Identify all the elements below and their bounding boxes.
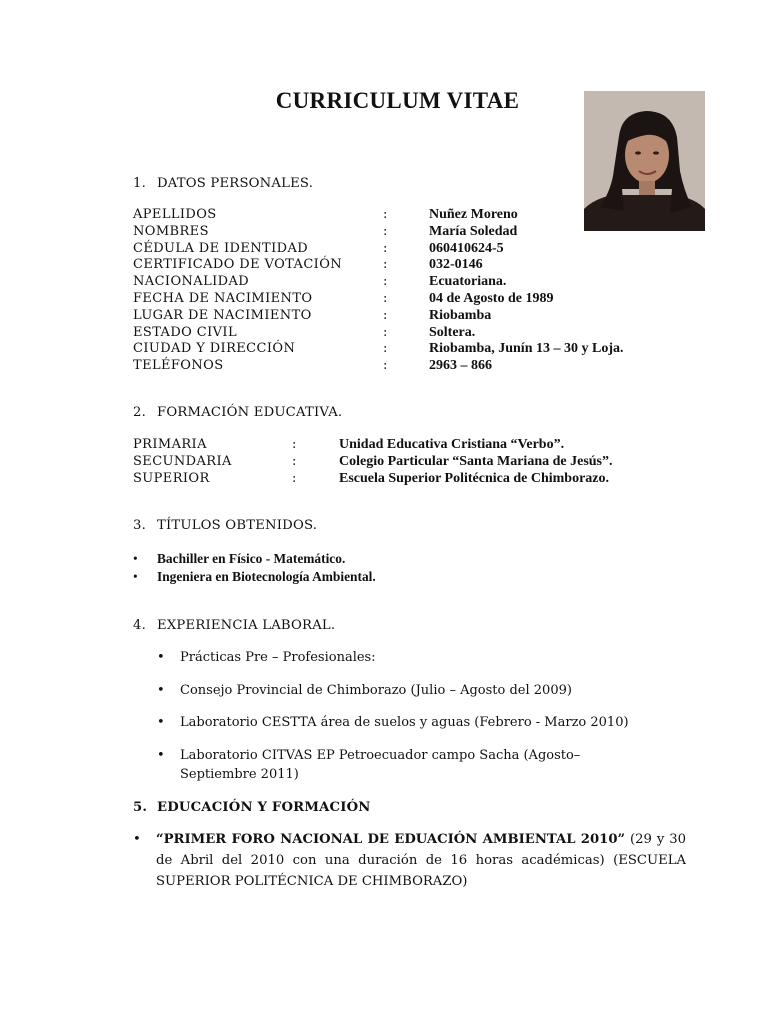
field-label: NACIONALIDAD [133,274,250,290]
field-value: 032-0146 [429,257,483,273]
section-number: 4. [133,618,146,633]
bullet-icon: • [157,715,165,730]
section-education-heading [133,405,342,420]
field-label: CÉDULA DE IDENTIDAD [133,240,309,256]
field-value: Riobamba [429,307,492,323]
section-title: FORMACIÓN EDUCATIVA. [157,405,343,420]
field-separator: : [383,290,388,306]
list-item [133,569,376,587]
bullet-icon: • [157,650,165,665]
field-value: 2963 – 866 [429,358,492,374]
field-separator: : [383,240,388,256]
personal-row-nombres [133,224,673,241]
personal-row-telefonos [133,358,673,375]
personal-row-certificado [133,257,673,274]
field-separator: : [383,223,388,239]
page-title: CURRICULUM VITAE [275,88,520,113]
field-label: TELÉFONOS [133,358,224,374]
field-value: Unidad Educativa Cristiana “Verbo”. [339,437,565,452]
section-personal-heading [133,176,313,191]
field-separator: : [383,307,388,323]
field-value: Colegio Particular “Santa Mariana de Jesús”. [339,453,613,469]
field-label: CIUDAD Y DIRECCIÓN [133,341,296,357]
list-item [157,681,677,700]
list-item [133,551,376,569]
personal-row-fecha [133,291,673,308]
training-details: (29 y 30 de Abril del 2010 con una duración de 16 horas académicas) (ESCUELA SUPERIOR POLITÉCNICA DE CHIMBORAZO) [156,832,686,889]
field-label: SUPERIOR [133,470,210,486]
list-item [157,648,677,667]
training-item [133,829,686,892]
field-label: CERTIFICADO DE VOTACIÓN [133,257,343,273]
field-separator: : [383,207,388,222]
bullet-icon: • [157,683,165,698]
field-value: Riobamba, Junín 13 – 30 y Loja. [429,341,624,357]
section-experience-heading [133,618,335,633]
title-text: Ingeniera en Biotecnología Ambiental. [157,569,376,584]
field-label: APELLIDOS [133,207,217,222]
field-label: NOMBRES [133,223,209,239]
bullet-icon: • [133,551,138,566]
experience-text: Laboratorio CESTTA área de suelos y aguas (Febrero - Marzo 2010) [180,715,629,730]
education-row-superior [133,471,673,488]
title-text: Bachiller en Físico - Matemático. [157,551,346,566]
section-number: 2. [133,405,146,420]
field-label: SECUNDARIA [133,453,232,469]
field-value: 04 de Agosto de 1989 [429,290,554,306]
titles-list [133,551,376,587]
field-separator: : [383,324,388,340]
field-value: Ecuatoriana. [429,274,507,290]
section-number: 3. [133,518,146,533]
education-row-primaria [133,437,673,454]
field-separator: : [292,437,297,452]
personal-row-nacionalidad [133,274,673,291]
field-value: Nuñez Moreno [429,207,518,222]
section-number: 1. [133,176,146,191]
list-item [157,746,635,784]
personal-row-ciudad [133,341,673,358]
training-text [156,829,686,892]
field-separator: : [383,358,388,374]
field-value: 060410624-5 [429,240,504,256]
section-title: DATOS PERSONALES. [157,176,314,191]
education-row-secundaria [133,454,673,471]
section-title: EXPERIENCIA LABORAL. [157,618,336,633]
personal-row-lugar [133,308,673,325]
experience-text: Prácticas Pre – Profesionales: [180,650,376,665]
field-label: ESTADO CIVIL [133,324,237,340]
section-title: EDUCACIÓN Y FORMACIÓN [157,800,371,815]
field-separator: : [292,470,297,486]
section-training-heading [133,800,371,815]
field-value: Escuela Superior Politécnica de Chimborazo. [339,470,609,486]
field-separator: : [383,257,388,273]
field-value: María Soledad [429,223,518,239]
field-separator: : [292,453,297,469]
personal-row-estado-civil [133,325,673,342]
section-number: 5. [133,800,148,815]
section-titles-heading [133,518,317,533]
personal-row-apellidos [133,207,673,224]
bullet-icon: • [157,748,165,763]
section-title: TÍTULOS OBTENIDOS. [157,518,318,533]
bullet-icon: • [133,832,141,847]
list-item [157,713,677,732]
experience-text: Laboratorio CITVAS EP Petroecuador campo Sacha (Agosto–Septiembre 2011) [180,748,581,782]
field-label: FECHA DE NACIMIENTO [133,290,313,306]
personal-data-table [133,207,673,375]
personal-row-cedula [133,241,673,258]
field-value: Soltera. [429,324,476,340]
field-separator: : [383,274,388,290]
field-separator: : [383,341,388,357]
field-label: LUGAR DE NACIMIENTO [133,307,312,323]
experience-text: Consejo Provincial de Chimborazo (Julio – Agosto del 2009) [180,683,572,698]
field-label: PRIMARIA [133,437,207,452]
training-event: “PRIMER FORO NACIONAL DE EDUACIÓN AMBIENTAL 2010” [156,832,626,847]
education-table [133,437,673,487]
bullet-icon: • [133,569,138,584]
